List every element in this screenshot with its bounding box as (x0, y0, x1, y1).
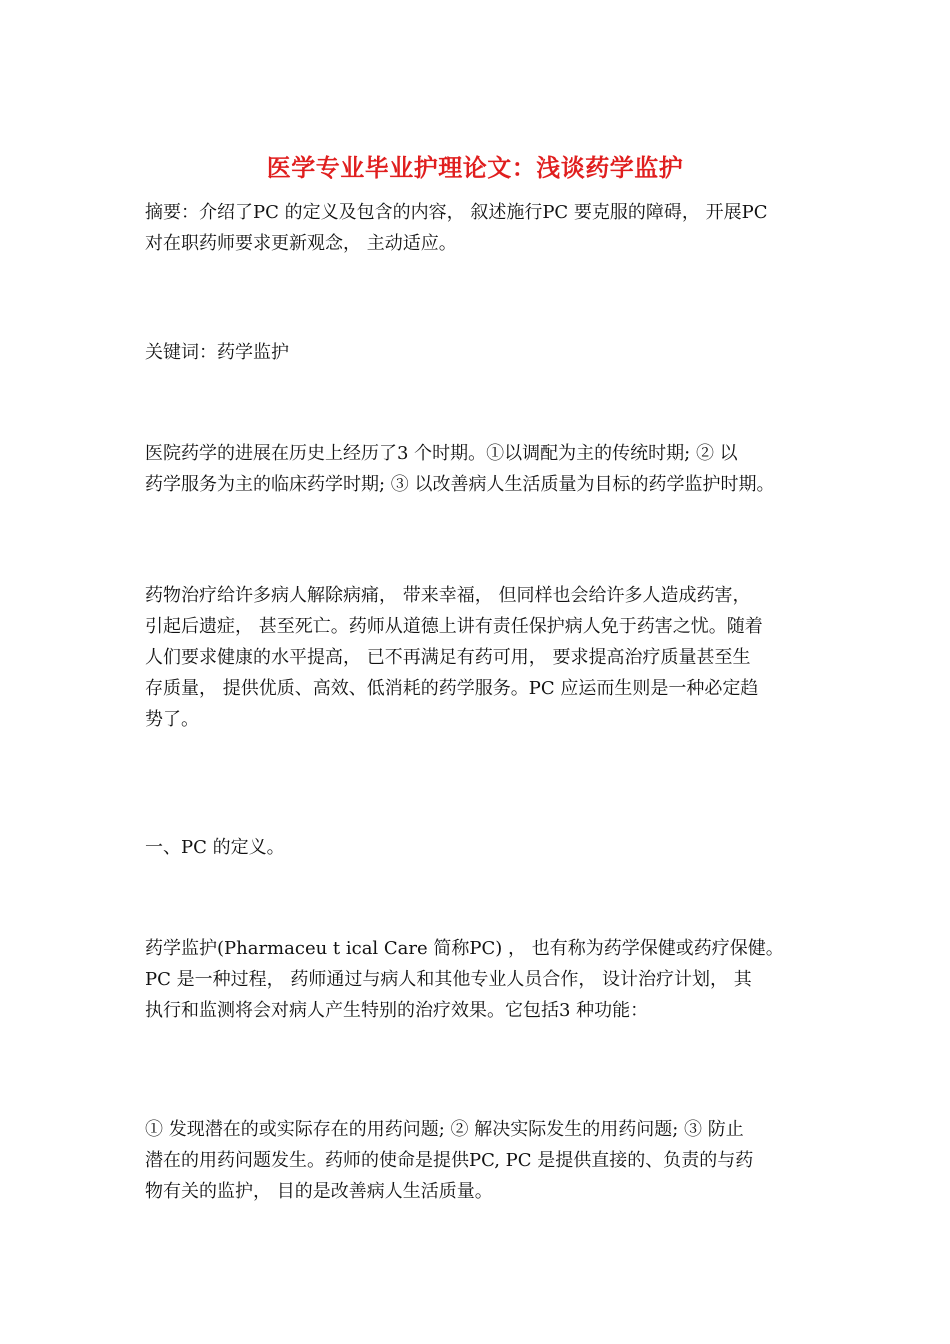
paragraph-line: 药学监护(Pharmaceu t ical Care 简称PC) ， 也有称为药学保健或药疗保健。 (145, 938, 784, 959)
paragraph-line: 药物治疗给许多病人解除病痛， 带来幸福， 但同样也会给许多人造成药害， (145, 585, 751, 606)
abstract-paragraph (145, 197, 815, 259)
paragraph-line: 引起后遗症， 甚至死亡。药师从道德上讲有责任保护病人免于药害之忧。随着 (145, 616, 763, 637)
abstract-line: 摘要：介绍了PC 的定义及包含的内容， 叙述施行PC 要克服的障碍， 开展PC (145, 202, 768, 223)
paragraph-line: 人们要求健康的水平提高， 已不再满足有药可用， 要求提高治疗质量甚至生 (145, 647, 751, 668)
section-heading (145, 832, 815, 863)
keywords-line (145, 337, 815, 368)
keywords-text: 关键词：药学监护 (145, 342, 289, 363)
paragraph-line: PC 是一种过程， 药师通过与病人和其他专业人员合作， 设计治疗计划， 其 (145, 969, 752, 990)
paragraph-line: 存质量， 提供优质、高效、低消耗的药学服务。PC 应运而生则是一种必定趋 (145, 678, 759, 699)
document-title: 医学专业毕业护理论文：浅谈药学监护 (266, 153, 684, 182)
paragraph-line: 势了。 (145, 709, 199, 730)
history-paragraph (145, 438, 815, 500)
abstract-line: 对在职药师要求更新观念， 主动适应。 (145, 233, 457, 254)
paragraph-line: ① 发现潜在的或实际存在的用药问题; ② 解决实际发生的用药问题; ③ 防止 (145, 1119, 744, 1140)
section-heading-text: 一、PC 的定义。 (145, 837, 285, 858)
functions-paragraph (145, 1114, 815, 1207)
drug-therapy-paragraph (145, 580, 815, 735)
paragraph-line: 潜在的用药问题发生。药师的使命是提供PC, PC 是提供直接的、负责的与药 (145, 1150, 754, 1171)
paragraph-line: 医院药学的进展在历史上经历了3 个时期。①以调配为主的传统时期; ② 以 (145, 443, 738, 464)
paragraph-line: 执行和监测将会对病人产生特别的治疗效果。它包括3 种功能： (145, 1000, 649, 1021)
paragraph-line: 药学服务为主的临床药学时期; ③ 以改善病人生活质量为目标的药学监护时期。 (145, 474, 775, 495)
paragraph-line: 物有关的监护， 目的是改善病人生活质量。 (145, 1181, 493, 1202)
definition-paragraph (145, 933, 815, 1026)
